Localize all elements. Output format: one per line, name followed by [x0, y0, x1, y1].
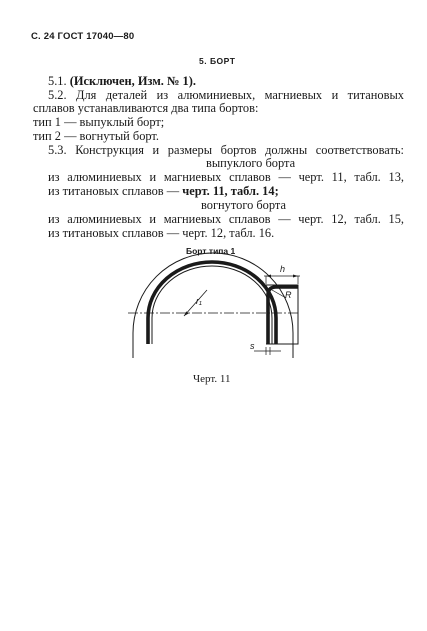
concave-titanium-line: из титановых сплавов — черт. 12, табл. 16.	[48, 226, 275, 240]
page-header: С. 24 ГОСТ 17040—80	[31, 31, 135, 42]
drawing-number: Черт. 11	[193, 373, 231, 385]
section-title: 5. БОРТ	[199, 56, 236, 66]
dimension-h-label: h	[280, 264, 286, 274]
paragraph-5-1-number: 5.1.	[48, 74, 67, 88]
dimension-s-line	[254, 347, 281, 355]
figure-caption: Борт типа 1	[186, 246, 236, 256]
dimension-h-arrow-right	[293, 275, 298, 278]
paragraph-5-3-line-1: 5.3. Конструкция и размеры бортов должны соответствовать:	[48, 143, 404, 157]
type-1-line: тип 1 — выпуклый борт;	[33, 115, 165, 129]
convex-titanium-reference: черт. 11, табл. 14;	[179, 184, 279, 198]
convex-aluminium-line: из алюминиевых и магниевых сплавов — черт. 11, табл. 13,	[48, 170, 404, 184]
front-view-flange-wall	[148, 262, 276, 344]
paragraph-5-2-line-1: 5.2. Для деталей из алюминиевых, магниевых и титановых	[48, 88, 404, 102]
convex-heading: выпуклого борта	[206, 156, 296, 170]
paragraph-5-1-text: (Исключен, Изм. № 1).	[69, 74, 196, 88]
dimension-h-line	[264, 276, 300, 284]
dimension-r-leader	[272, 290, 286, 298]
convex-titanium-material: из титановых сплавов —	[48, 184, 180, 198]
concave-heading: вогнутого борта	[201, 198, 286, 212]
paragraph-5-2-line-2: сплавов устанавливаются два типа бортов:	[33, 101, 259, 115]
radius-r1-label: r₁	[196, 296, 202, 306]
dimension-s-label: s	[250, 341, 255, 351]
type-2-line: тип 2 — вогнутый борт.	[33, 129, 160, 143]
concave-aluminium-line: из алюминиевых и магниевых сплавов — черт. 12, табл. 15,	[48, 212, 404, 226]
dimension-r-label: R	[285, 290, 292, 300]
